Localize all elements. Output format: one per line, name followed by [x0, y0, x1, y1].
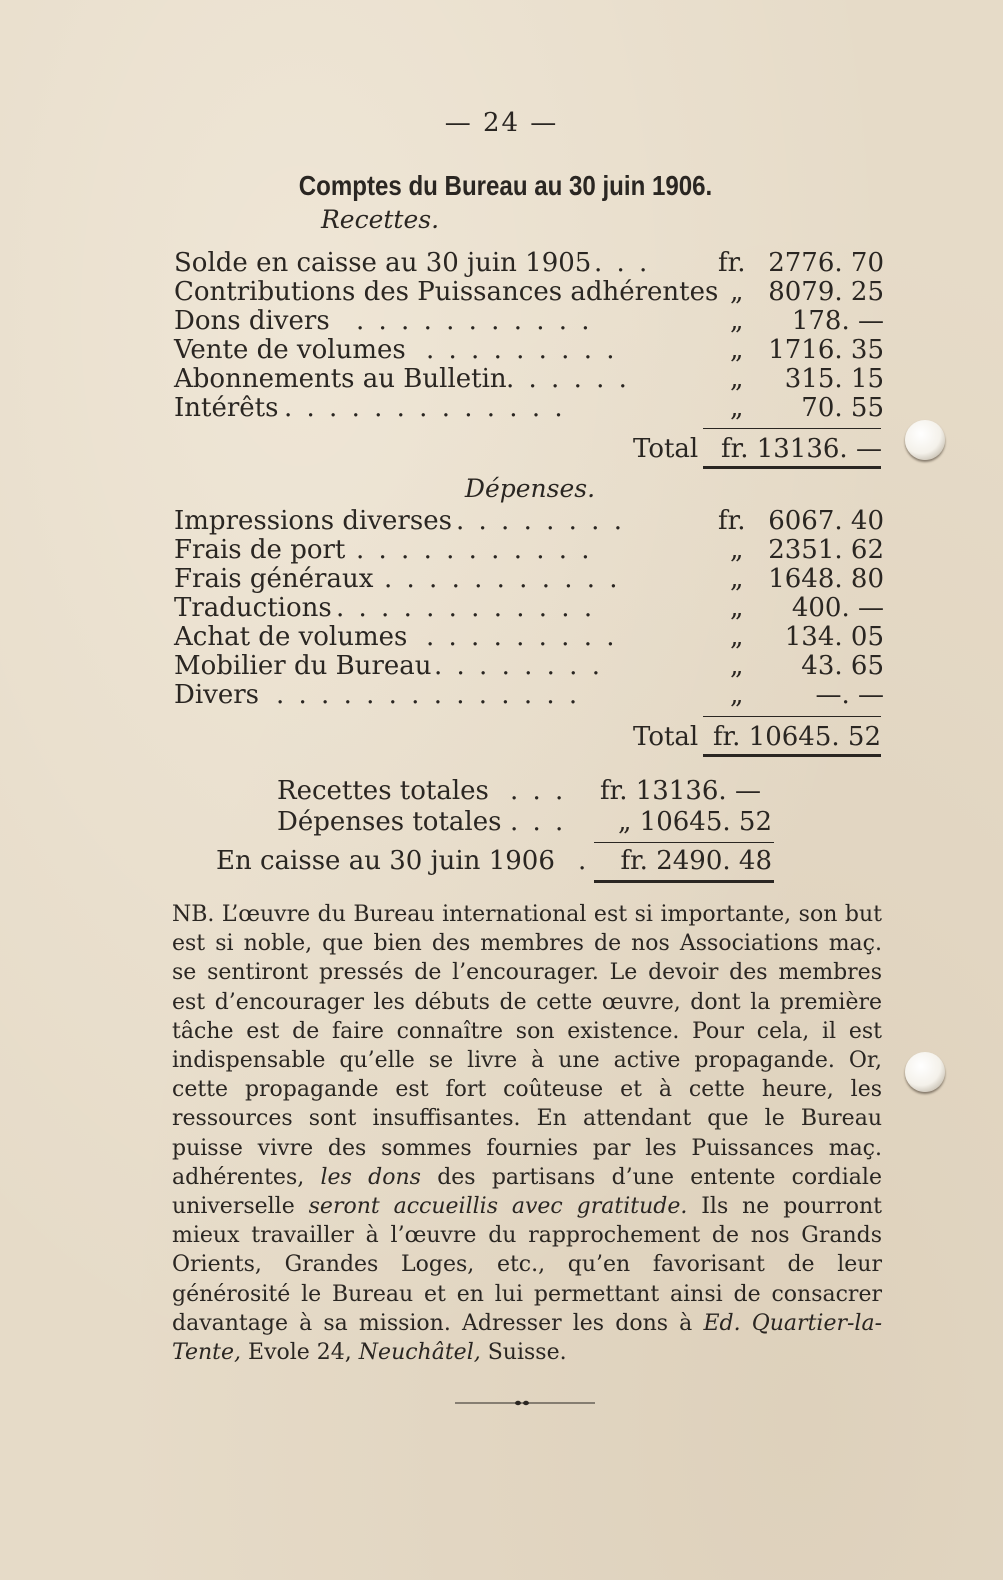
summary-rule	[594, 842, 774, 843]
total-rule	[703, 466, 881, 469]
row-currency: „	[730, 622, 744, 652]
depenses-row	[174, 680, 884, 709]
row-currency: „	[730, 651, 744, 681]
recettes-heading: Recettes.	[320, 205, 440, 234]
nb-italic: Ed. Quartier-la-Tente,	[172, 1310, 883, 1366]
nb-text: Evole 24,	[248, 1340, 352, 1366]
recettes-row	[174, 306, 884, 335]
row-label: Vente de volumes	[174, 335, 406, 365]
summary-label: En caisse au 30 juin 1906	[216, 846, 555, 876]
row-amount: 315. 15	[784, 364, 884, 394]
row-currency: „	[730, 564, 744, 594]
row-label: Impressions diverses	[174, 506, 452, 536]
depenses-row	[174, 651, 884, 680]
row-label: Solde en caisse au 30 juin 1905	[174, 248, 592, 278]
summary-total-rule	[594, 880, 774, 883]
row-label: Achat de volumes	[174, 622, 408, 652]
summary-dots: . . .	[510, 807, 567, 837]
depenses-row	[174, 564, 884, 593]
row-amount: —. —	[815, 680, 884, 710]
depenses-total-amount: fr. 10645. 52	[712, 722, 881, 752]
row-dots: . . . . . . . . . . . .	[336, 593, 596, 623]
row-label: Contributions des Puissances adhérentes	[174, 277, 719, 307]
row-dots: . . . . . . . . .	[426, 622, 618, 652]
row-dots: . . . . . .	[506, 364, 630, 394]
depenses-total-label: Total	[633, 722, 699, 752]
row-dots: . . . . . . . . . . .	[384, 564, 621, 594]
recettes-row	[174, 393, 884, 422]
row-currency: fr.	[718, 248, 746, 278]
row-dots: . . .	[594, 248, 651, 278]
row-label: Intérêts	[174, 393, 279, 423]
row-label: Frais généraux	[174, 564, 374, 594]
row-amount: 400. —	[791, 593, 884, 623]
subtotal-rule	[703, 716, 881, 717]
row-label: Mobilier du Bureau	[174, 651, 432, 681]
row-currency: „	[730, 277, 744, 307]
row-label: Dons divers	[174, 306, 330, 336]
depenses-row	[174, 593, 884, 622]
summary-label: Dépenses totales	[277, 807, 502, 837]
page-number: — 24 —	[444, 108, 559, 138]
nb-paragraph	[172, 900, 882, 1367]
nb-text: Ils ne pourront mieux travailler à l’œuvre du rapprochement de nos Grands Orients, Grandes Loges, etc., qu’en favorisant de leur générosité le Bureau et en lui permettant ainsi de consacrer davantage à sa mission. Adresser les dons à	[172, 1194, 882, 1336]
row-label: Divers	[174, 680, 260, 710]
nb-italic: Neuchâtel,	[358, 1340, 481, 1366]
row-amount: 70. 55	[801, 393, 884, 423]
recettes-row	[174, 248, 884, 277]
total-rule	[703, 754, 881, 757]
row-currency: „	[730, 680, 744, 710]
subtotal-rule	[703, 428, 881, 429]
row-dots: . . . . . . . . . . . . . .	[276, 680, 581, 710]
summary-dots: .	[578, 846, 587, 876]
recettes-total-amount: fr. 13136. —	[721, 434, 882, 464]
nb-text: des partisans d’une entente cordiale universelle	[172, 1164, 882, 1220]
nb-text: Suisse.	[487, 1340, 567, 1366]
depenses-heading: Dépenses.	[464, 474, 596, 503]
row-dots: . . . . . . . . . . .	[356, 535, 593, 565]
row-dots: . . . . . . . . . . .	[356, 306, 593, 336]
row-amount: 1716. 35	[768, 335, 884, 365]
row-amount: 6067. 40	[768, 506, 884, 536]
depenses-row	[174, 506, 884, 535]
row-dots: . . . . . . . . .	[426, 335, 618, 365]
row-label: Abonnements au Bulletin	[174, 364, 507, 394]
summary-label: Recettes totales	[277, 776, 489, 806]
row-currency: „	[730, 306, 744, 336]
row-label: Traductions	[174, 593, 332, 623]
summary-amount: „ 10645. 52	[617, 807, 772, 837]
row-label: Frais de port	[174, 535, 346, 565]
row-amount: 43. 65	[801, 651, 884, 681]
row-amount: 178. —	[791, 306, 884, 336]
row-amount: 134. 05	[784, 622, 884, 652]
row-currency: „	[730, 335, 744, 365]
page-title: Comptes du Bureau au 30 juin 1906.	[298, 170, 713, 201]
recettes-row	[174, 364, 884, 393]
row-dots: . . . . . . . .	[434, 651, 603, 681]
row-currency: fr.	[718, 506, 746, 536]
nb-italic: les dons	[320, 1164, 421, 1190]
row-currency: „	[730, 364, 744, 394]
nb-italic: seront accueillis avec gratitude.	[308, 1194, 688, 1220]
punch-hole-icon	[905, 420, 945, 460]
summary-dots: . . .	[510, 776, 567, 806]
row-amount: 2351. 62	[768, 535, 884, 565]
depenses-row	[174, 622, 884, 651]
recettes-row	[174, 277, 884, 306]
row-dots: . . . . . . . .	[456, 506, 625, 536]
row-amount: 8079. 25	[768, 277, 884, 307]
summary-amount: fr. 2490. 48	[620, 846, 772, 876]
row-dots: . . . . . . . . . . . . .	[284, 393, 566, 423]
row-currency: „	[730, 593, 744, 623]
summary-amount: fr. 13136. —	[600, 776, 761, 806]
row-currency: „	[730, 393, 744, 423]
row-amount: 2776. 70	[768, 248, 884, 278]
recettes-row	[174, 335, 884, 364]
end-ornament	[455, 1400, 595, 1406]
recettes-total-label: Total	[633, 434, 699, 464]
punch-hole-icon	[905, 1052, 945, 1092]
row-currency: „	[730, 535, 744, 565]
depenses-row	[174, 535, 884, 564]
nb-text: NB. L’œuvre du Bureau international est si importante, son but est si noble, que bien des membres de nos Associations maç. se sentiront pressés de l’encourager. Le devoir des membres est d’encourager les débuts de cette œuvre, dont la première tâche est de faire connaître son existence. Pour cela, il est indispensable qu’elle se livre à une active propagande. Or, cette propagande est fort coûteuse et à cette heure, les ressources sont insuffisantes. En attendant que le Bureau puisse vivre des sommes fournies par les Puissances maç. adhérentes,	[172, 902, 882, 1190]
row-amount: 1648. 80	[768, 564, 884, 594]
